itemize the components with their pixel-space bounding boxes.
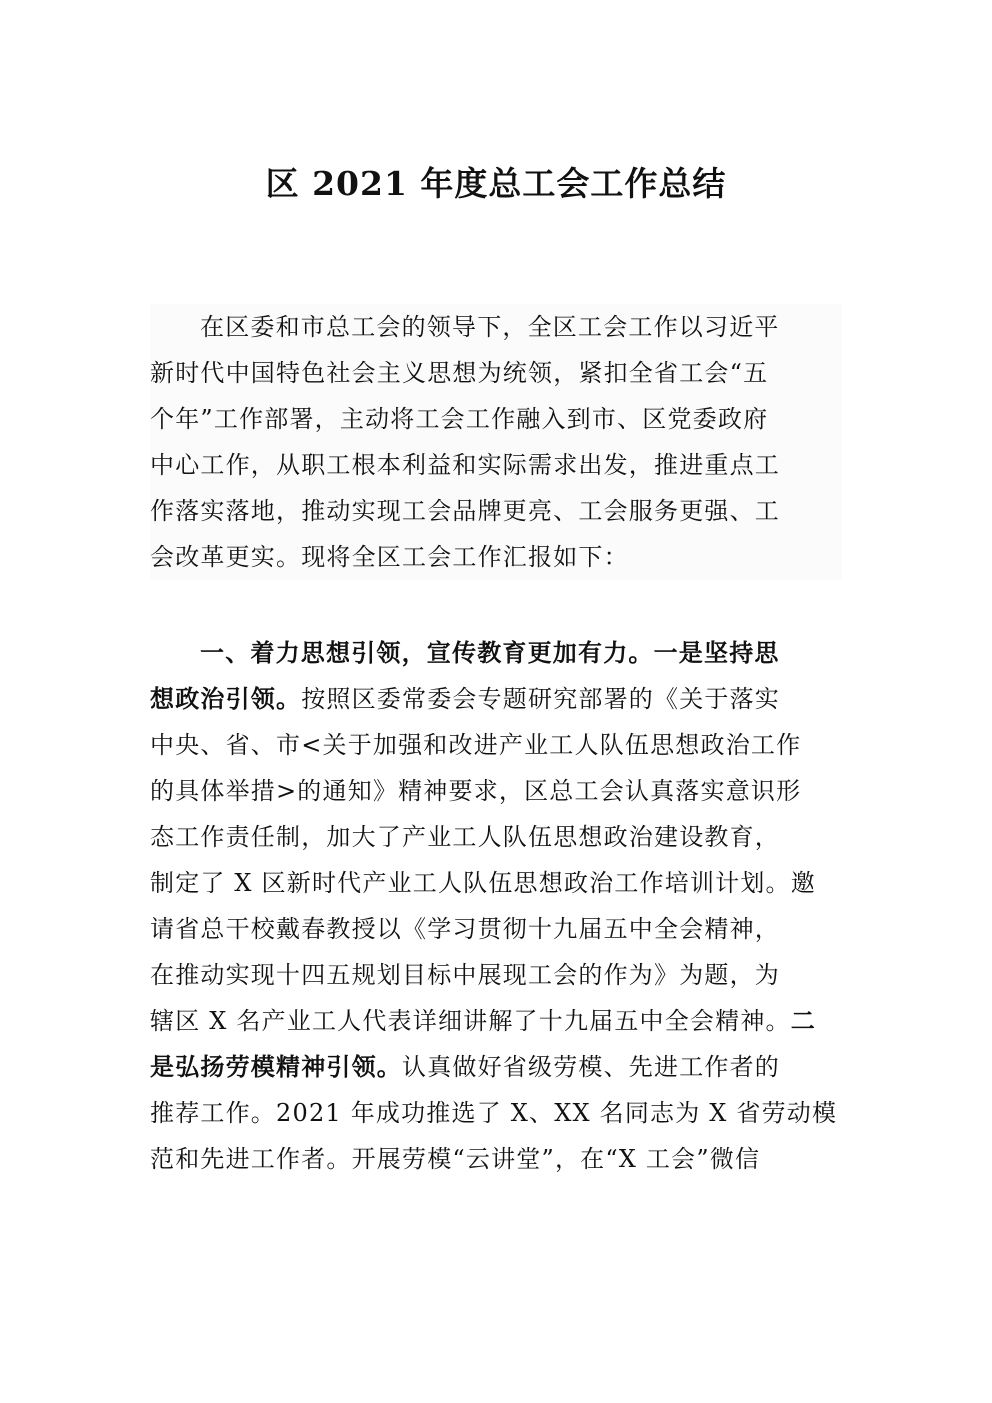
section-1-heading: 一、着力思想引领，宣传教育更加有力。 — [200, 638, 654, 667]
point-1-label: 一是坚持思 — [653, 638, 780, 667]
intro-line: 中心工作，从职工根本利益和实际需求出发，推进重点工 — [150, 451, 780, 479]
section-1-text: 认真做好省级劳模、先进工作者的 — [402, 1053, 780, 1081]
section-1-text: 按照区委常委会专题研究部署的《关于落实 — [301, 685, 781, 713]
intro-paragraph — [150, 304, 842, 580]
document-title: 区 2021 年度总工会工作总结 — [265, 164, 727, 203]
intro-line: 会改革更实。现将全区工会工作汇报如下： — [150, 543, 629, 571]
intro-line: 作落实落地，推动实现工会品牌更亮、工会服务更强、工 — [150, 497, 780, 525]
section-1-line: 态工作责任制，加大了产业工人队伍思想政治建设教育， — [150, 823, 780, 851]
intro-line: 在区委和市总工会的领导下，全区工会工作以习近平 — [200, 313, 780, 341]
section-1-line — [150, 630, 842, 676]
section-1-line — [150, 1044, 842, 1090]
point-2-label-cont: 是弘扬劳模精神引领。 — [150, 1052, 402, 1081]
section-1-line: 的具体举措>的通知》精神要求，区总工会认真落实意识形 — [150, 777, 802, 805]
section-1-line: 在推动实现十四五规划目标中展现工会的作为》为题，为 — [150, 961, 780, 989]
section-1-line: 中央、省、市<关于加强和改进产业工人队伍思想政治工作 — [150, 731, 802, 759]
point-1-label-cont: 想政治引领。 — [150, 684, 302, 713]
intro-line: 个年”工作部署，主动将工会工作融入到市、区党委政府 — [150, 405, 769, 433]
intro-line: 新时代中国特色社会主义思想为统领，紧扣全省工会“五 — [150, 359, 769, 387]
section-1-line: 推荐工作。2021 年成功推选了 X、XX 名同志为 X 省劳动模 — [150, 1099, 838, 1127]
section-1-paragraph — [150, 630, 842, 1182]
point-2-label: 二 — [790, 1006, 816, 1035]
section-1-line — [150, 998, 842, 1044]
section-1-line: 范和先进工作者。开展劳模“云讲堂”，在“X 工会”微信 — [150, 1145, 761, 1173]
section-1-line: 制定了 X 区新时代产业工人队伍思想政治工作培训计划。邀 — [150, 869, 816, 897]
section-1-line — [150, 676, 842, 722]
section-1-text: 辖区 X 名产业工人代表详细讲解了十九届五中全会精神。 — [150, 1007, 791, 1035]
section-1-line: 请省总干校戴春教授以《学习贯彻十九届五中全会精神， — [150, 915, 780, 943]
